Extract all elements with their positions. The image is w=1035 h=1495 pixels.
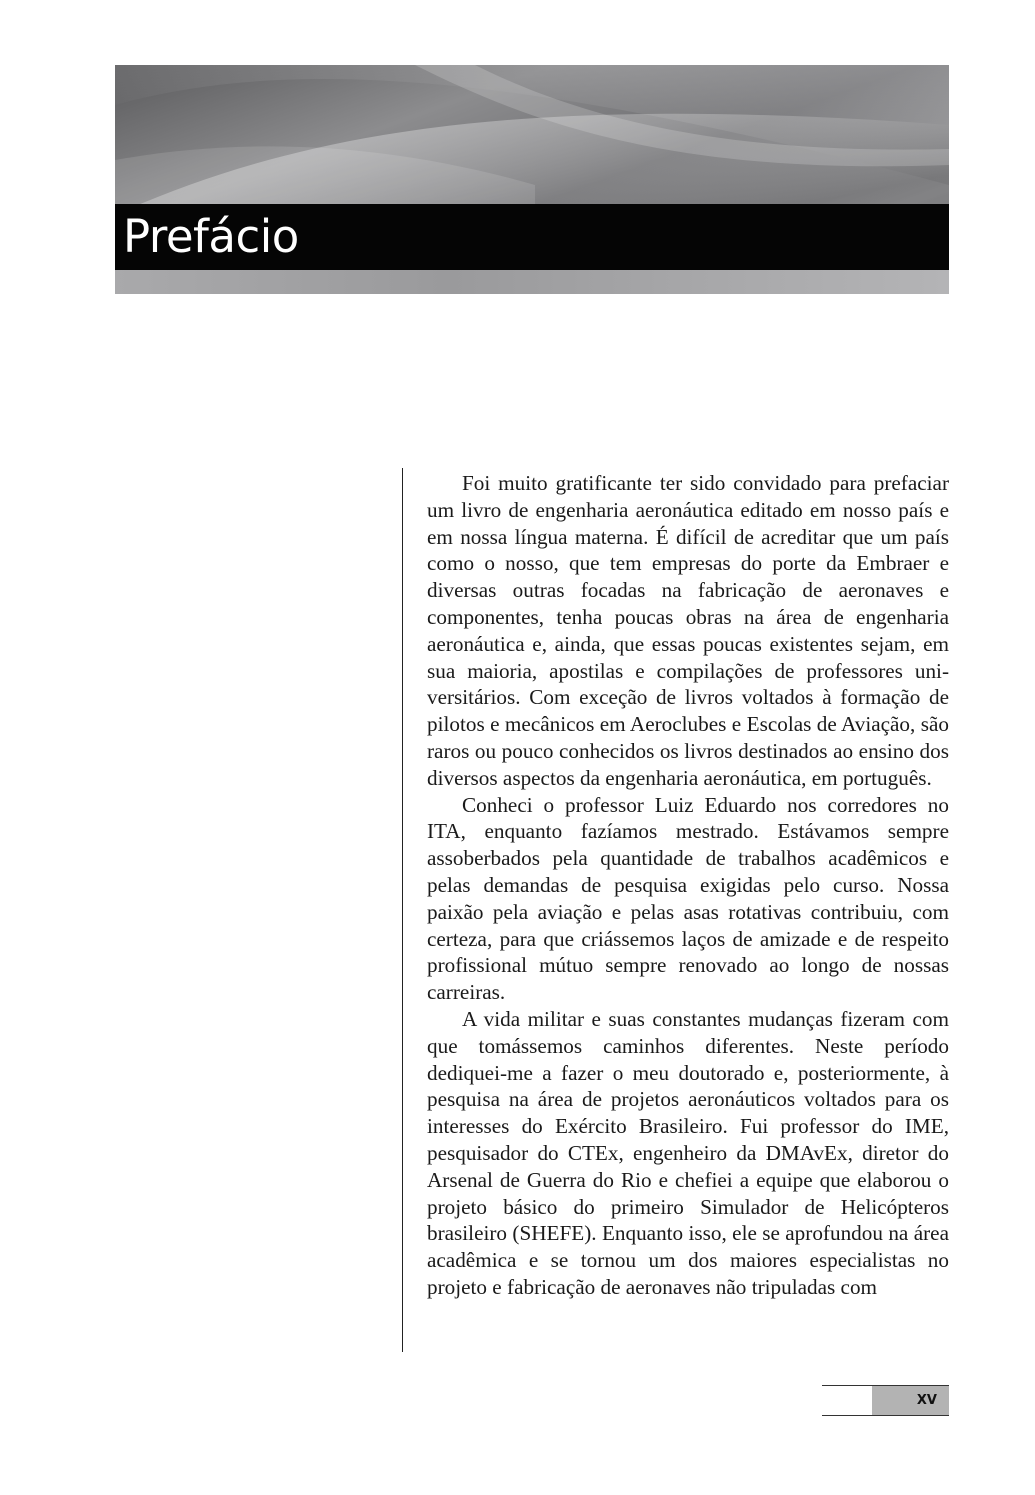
header-bottom-strip — [115, 270, 949, 294]
title-bar — [115, 204, 949, 270]
chapter-header-banner — [115, 65, 949, 294]
paragraph: A vida militar e suas constantes mudanças fizeram com que tomássemos caminhos diferentes. Neste período dediquei-me a fazer o meu doutorado e, posteriormente, à pesquisa na área de projetos aeronáuticos voltados para os interesses do Exército Brasileiro. Fui professor do IME, pesquisador do CTEx, engenheiro da DMAvEx, diretor do Arsenal de Guerra do Rio e chefiei a equipe que elaborou o projeto básico do primeiro Simulador de Helicópteros brasileiro (SHEFE). Enquanto isso, ele se aprofundou na área acadêmica e se tornou um dos maiores especialistas no projeto e fabricação de aeronaves não tripuladas com — [427, 1006, 949, 1299]
paragraph: Conheci o professor Luiz Eduardo nos corredores no ITA, enquanto fazíamos mestrado. Estávamos sempre assoberbados pela quantidade de trabalhos acadêmicos e pelas demandas de pesquisa exigidas pelo curso. Nossa paixão pela aviação e pelas asas rotativas contribuiu, com certeza, para que criássemos laços de amizade e de respeito profissional mútuo sempre renovado ao longo de nossas carreiras. — [427, 792, 949, 1005]
page-number: XV — [916, 1393, 937, 1408]
page-title: Prefácio — [123, 210, 299, 263]
paragraph: Foi muito gratificante ter sido convidado para prefaciar um livro de engenharia aeronáutica editado em nosso país e em nossa língua materna. É difícil de acreditar que um país como o nosso, que tem empresas do porte da Embraer e diversas outras focadas na fabricação de aeronaves e componentes, tenha poucas obras na área de engenharia aeronáutica e, ainda, que essas poucas existentes sejam, em sua maioria, apostilas e compilações de professores universitários. Com exceção de livros voltados à formação de pilotos e mecânicos em Aeroclubes e Escolas de Aviação, são raros ou pouco conhecidos os livros destinados ao ensino dos diversos aspectos da engenharia aeronáutica, em português. — [427, 471, 949, 790]
page-folio — [822, 1385, 949, 1416]
folio-box — [872, 1386, 949, 1415]
column-divider-line — [402, 468, 403, 1352]
body-text-column — [427, 470, 949, 1301]
